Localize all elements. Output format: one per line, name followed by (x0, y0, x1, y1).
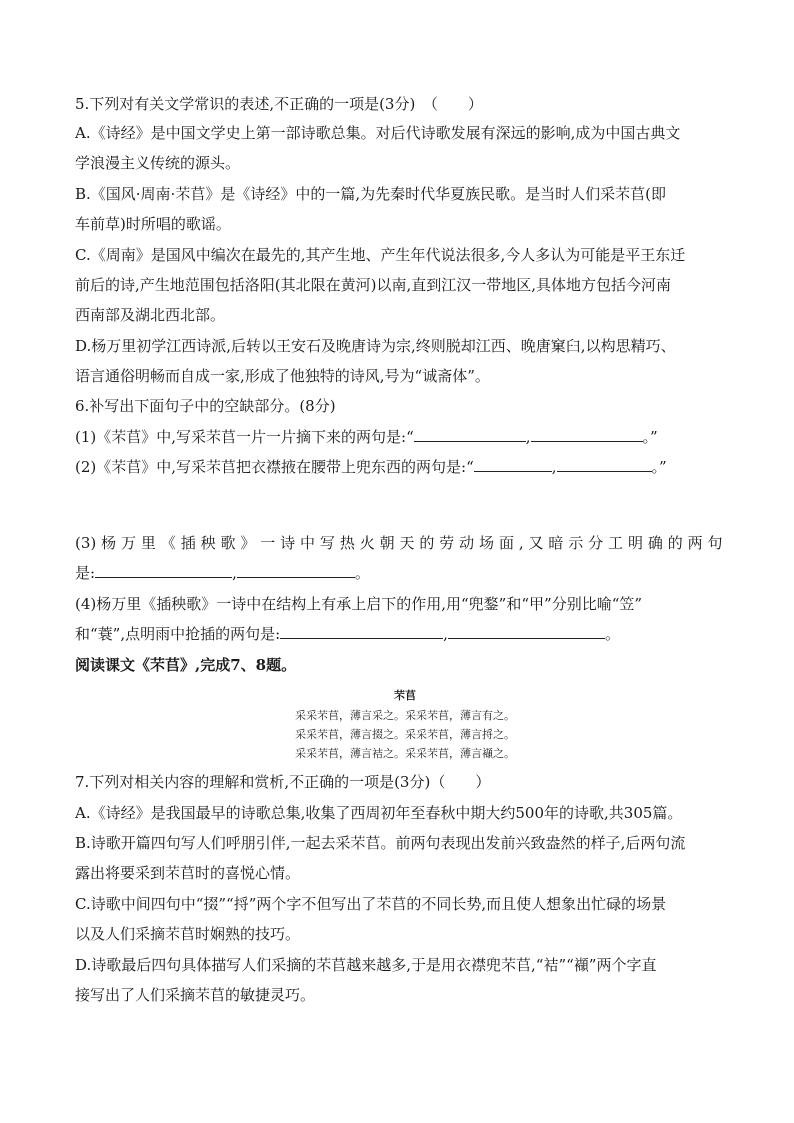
q6-item-3-char: 示 (568, 534, 584, 552)
answer-blank[interactable] (414, 427, 526, 442)
period: 。 (604, 625, 620, 643)
poem-line-1: 采采芣苢，薄言采之。采采芣苢，薄言有之。 (295, 709, 515, 722)
q6-item-3-char: 的 (667, 534, 683, 552)
q7-option-b-line2: 露出将要采到芣苢时的喜悦心情。 (75, 864, 301, 882)
q6-item-3-char: 秧 (200, 534, 216, 552)
q7-option-a-line1: A.《诗经》是我国最早的诗歌总集,收集了西周初年至春秋中期大约500年的诗歌,共305篇。 (75, 804, 683, 822)
poem-line-3: 采采芣苢，薄言袺之。采采芣苢，薄言襭之。 (295, 747, 515, 760)
q6-item-3-line2 (75, 563, 370, 583)
q6-item-3-char: 插 (180, 534, 196, 552)
q5-option-a-line2: 学浪漫主义传统的源头。 (75, 154, 241, 172)
poem-title: 芣苢 (394, 689, 416, 702)
q6-item-3-char: 动 (459, 534, 475, 552)
comma: , (551, 458, 557, 476)
q6-item-1 (75, 427, 658, 447)
closing-quote: 。” (642, 428, 658, 446)
q5-option-c-line3: 西南部及湖北西北部。 (75, 306, 226, 324)
q6-item-4-prompt: 和“蓑”,点明雨中抢插的两句是: (75, 625, 281, 643)
q7-stem: 7.下列对相关内容的理解和赏析,不正确的一项是(3分)（ ） (75, 773, 491, 791)
q6-item-3-char: 面 (498, 534, 514, 552)
q6-item-3-char: 暗 (548, 534, 564, 552)
q6-item-3-char: 热 (339, 534, 355, 552)
q6-item-3-char: 场 (479, 534, 495, 552)
q6-item-3-char: 里 (140, 534, 156, 552)
q7-option-c-line1: C.诗歌中间四句中“掇”“捋”两个字不但写出了芣苢的不同长势,而且使人想象出忙碌的场景 (75, 895, 667, 913)
comma: , (232, 564, 237, 582)
q6-item-1-prompt: (1)《芣苢》中,写采芣苢一片一片摘下来的两句是:“ (75, 428, 414, 446)
q6-item-3-char: 的 (419, 534, 435, 552)
q6-item-2 (75, 457, 667, 477)
q6-item-3-char: 《 (160, 534, 176, 552)
q6-item-3-char: 一 (260, 534, 276, 552)
answer-blank[interactable] (237, 563, 355, 578)
q6-item-3-char: , (518, 534, 524, 552)
comma: , (525, 428, 531, 446)
q5-option-b-line1: B.《国风·周南·芣苢》是《诗经》中的一篇,为先秦时代华夏族民歌。是当时人们采芣苢(即 (75, 185, 666, 203)
answer-blank[interactable] (557, 457, 652, 472)
q6-item-3-char: 确 (647, 534, 663, 552)
answer-blank[interactable] (531, 427, 643, 442)
period: 。 (354, 564, 370, 582)
q5-option-a-line1: A.《诗经》是中国文学史上第一部诗歌总集。对后代诗歌发展有深远的影响,成为中国古典文 (75, 124, 681, 142)
q7-option-d-line1: D.诗歌最后四句具体描写人们采摘的芣苢越来越多,于是用衣襟兜芣苢,“袺”“襭”两个字直 (75, 956, 657, 974)
q5-option-c-line2: 前后的诗,产生地范围包括洛阳(其北限在黄河)以南,直到江汉一带地区,具体地方包括今河南 (75, 276, 672, 294)
q6-item-3-char: 火 (359, 534, 375, 552)
q6-item-3-char: 万 (121, 534, 137, 552)
comma: , (443, 625, 448, 643)
q6-item-3-char: 天 (399, 534, 415, 552)
poem-line-2: 采采芣苢，薄言掇之。采采芣苢，薄言捋之。 (295, 728, 515, 741)
reading-instruction: 阅读课文《芣苢》,完成7、8题。 (75, 656, 297, 674)
q6-item-3-char: 写 (319, 534, 335, 552)
q6-item-4-line2 (75, 624, 620, 644)
q7-option-c-line2: 以及人们采摘芣苢时娴熟的技巧。 (75, 925, 301, 943)
q6-item-2-prompt: (2)《芣苢》中,写采芣苢把衣襟掖在腰带上兜东西的两句是:“ (75, 458, 474, 476)
q6-item-3-char: 明 (627, 534, 643, 552)
q6-item-3-char: 工 (608, 534, 624, 552)
q7-option-d-line2: 接写出了人们采摘芣苢的敏捷灵巧。 (75, 986, 316, 1004)
q6-item-3-char: 歌 (220, 534, 236, 552)
q5-option-c-line1: C.《周南》是国风中编次在最先的,其产生地、产生年代说法很多,今人多认为可能是平王东迁 (75, 246, 686, 264)
q6-item-3-char: 诗 (280, 534, 296, 552)
answer-blank[interactable] (474, 457, 552, 472)
q6-item-3-char: 又 (528, 534, 544, 552)
q6-item-3-char: 中 (300, 534, 316, 552)
q6-item-3-char: 分 (588, 534, 604, 552)
q6-item-3-char: 》 (240, 534, 256, 552)
q5-option-b-line2: 车前草)时所唱的歌谣。 (75, 215, 231, 233)
q6-item-3-line1 (75, 533, 723, 553)
q5-option-d-line1: D.杨万里初学江西诗派,后转以王安石及晚唐诗为宗,终则脱却江西、晚唐窠臼,以构思精巧、 (75, 337, 676, 355)
q7-option-b-line1: B.诗歌开篇四句写人们呼朋引伴,一起去采芣苢。前两句表现出发前兴致盎然的样子,后两句流 (75, 834, 686, 852)
q6-item-4-line1: (4)杨万里《插秧歌》一诗中在结构上有承上启下的作用,用“兜鍪”和“甲”分别比喻“笠” (75, 595, 643, 613)
q6-item-3-char: 杨 (101, 534, 117, 552)
q6-item-3-char: 两 (687, 534, 703, 552)
answer-blank[interactable] (280, 624, 443, 639)
answer-blank[interactable] (95, 563, 232, 578)
answer-blank[interactable] (448, 624, 605, 639)
closing-quote: 。” (651, 458, 667, 476)
q6-item-3-char: 劳 (439, 534, 455, 552)
q6-stem: 6.补写出下面句子中的空缺部分。(8分) (75, 397, 336, 415)
q6-item-3-prompt: 是: (75, 564, 96, 582)
q6-item-3-char: 句 (707, 534, 723, 552)
q6-item-3-char: 朝 (379, 534, 395, 552)
q6-item-3-char: (3) (75, 534, 97, 552)
q5-option-d-line2: 语言通俗明畅而自成一家,形成了他独特的诗风,号为“诚斋体”。 (75, 367, 490, 385)
q5-stem: 5.下列对有关文学常识的表述,不正确的一项是(3分) （ ） (75, 95, 483, 113)
